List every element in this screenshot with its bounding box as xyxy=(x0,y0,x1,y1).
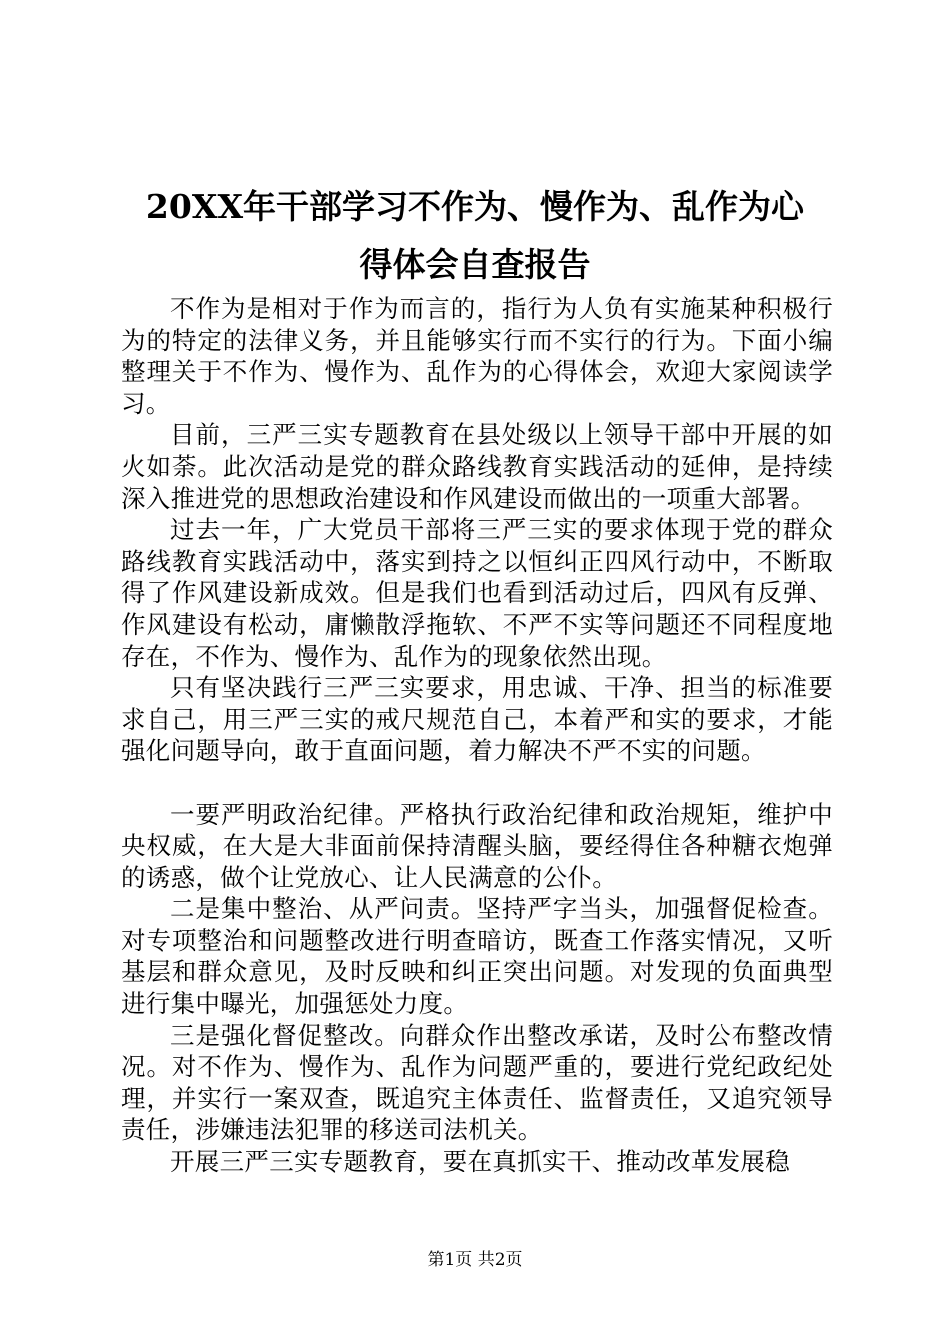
title-line-2: 得体会自查报告 xyxy=(359,245,591,284)
document-body xyxy=(121,293,833,1178)
paragraph-point-one: 一要严明政治纪律。严格执行政治纪律和政治规矩，维护中央权威，在大是大非面前保持清醒头脑，要经得住各种糖衣炮弹的诱惑，做个让党放心、让人民满意的公仆。 xyxy=(121,799,833,892)
paragraph-requirements: 只有坚决践行三严三实要求，用忠诚、干净、担当的标准要求自己，用三严三实的戒尺规范自己，本着严和实的要求，才能强化问题导向，敢于直面问题，着力解决不严不实的问题。 xyxy=(121,673,833,766)
paragraph-point-two: 二是集中整治、从严问责。坚持严字当头，加强督促检查。对专项整治和问题整改进行明查暗访，既查工作落实情况，又听基层和群众意见，及时反映和纠正突出问题。对发现的负面典型进行集中曝光，加强惩处力度。 xyxy=(121,894,833,1019)
paragraph-past-year: 过去一年，广大党员干部将三严三实的要求体现于党的群众路线教育实践活动中，落实到持之以恒纠正四风行动中，不断取得了作风建设新成效。但是我们也看到活动过后，四风有反弹、作风建设有松动，庸懒散浮拖软、不严不实等问题还不同程度地存在，不作为、慢作为、乱作为的现象依然出现。 xyxy=(121,515,833,671)
paragraph-point-three: 三是强化督促整改。向群众作出整改承诺，及时公布整改情况。对不作为、慢作为、乱作为问题严重的，要进行党纪政纪处理，并实行一案双查，既追究主体责任、监督责任，又追究领导责任，涉嫌违法犯罪的移送司法机关。 xyxy=(121,1020,833,1145)
page-footer: 第1页 共2页 xyxy=(427,1250,523,1270)
title-line-1: 20XX年干部学习不作为、慢作为、乱作为心 xyxy=(145,187,805,226)
blank-line xyxy=(121,767,833,799)
paragraph-continuation: 开展三严三实专题教育，要在真抓实干、推动改革发展稳 xyxy=(170,1147,790,1177)
paragraph-intro: 不作为是相对于作为而言的，指行为人负有实施某种积极行为的特定的法律义务，并且能够实行而不实行的行为。下面小编整理关于不作为、慢作为、乱作为的心得体会，欢迎大家阅读学习。 xyxy=(121,294,833,418)
document-title xyxy=(120,178,830,294)
paragraph-current-education: 目前，三严三实专题教育在县处级以上领导干部中开展的如火如荼。此次活动是党的群众路线教育实践活动的延伸，是持续深入推进党的思想政治建设和作风建设而做出的一项重大部署。 xyxy=(121,420,833,513)
